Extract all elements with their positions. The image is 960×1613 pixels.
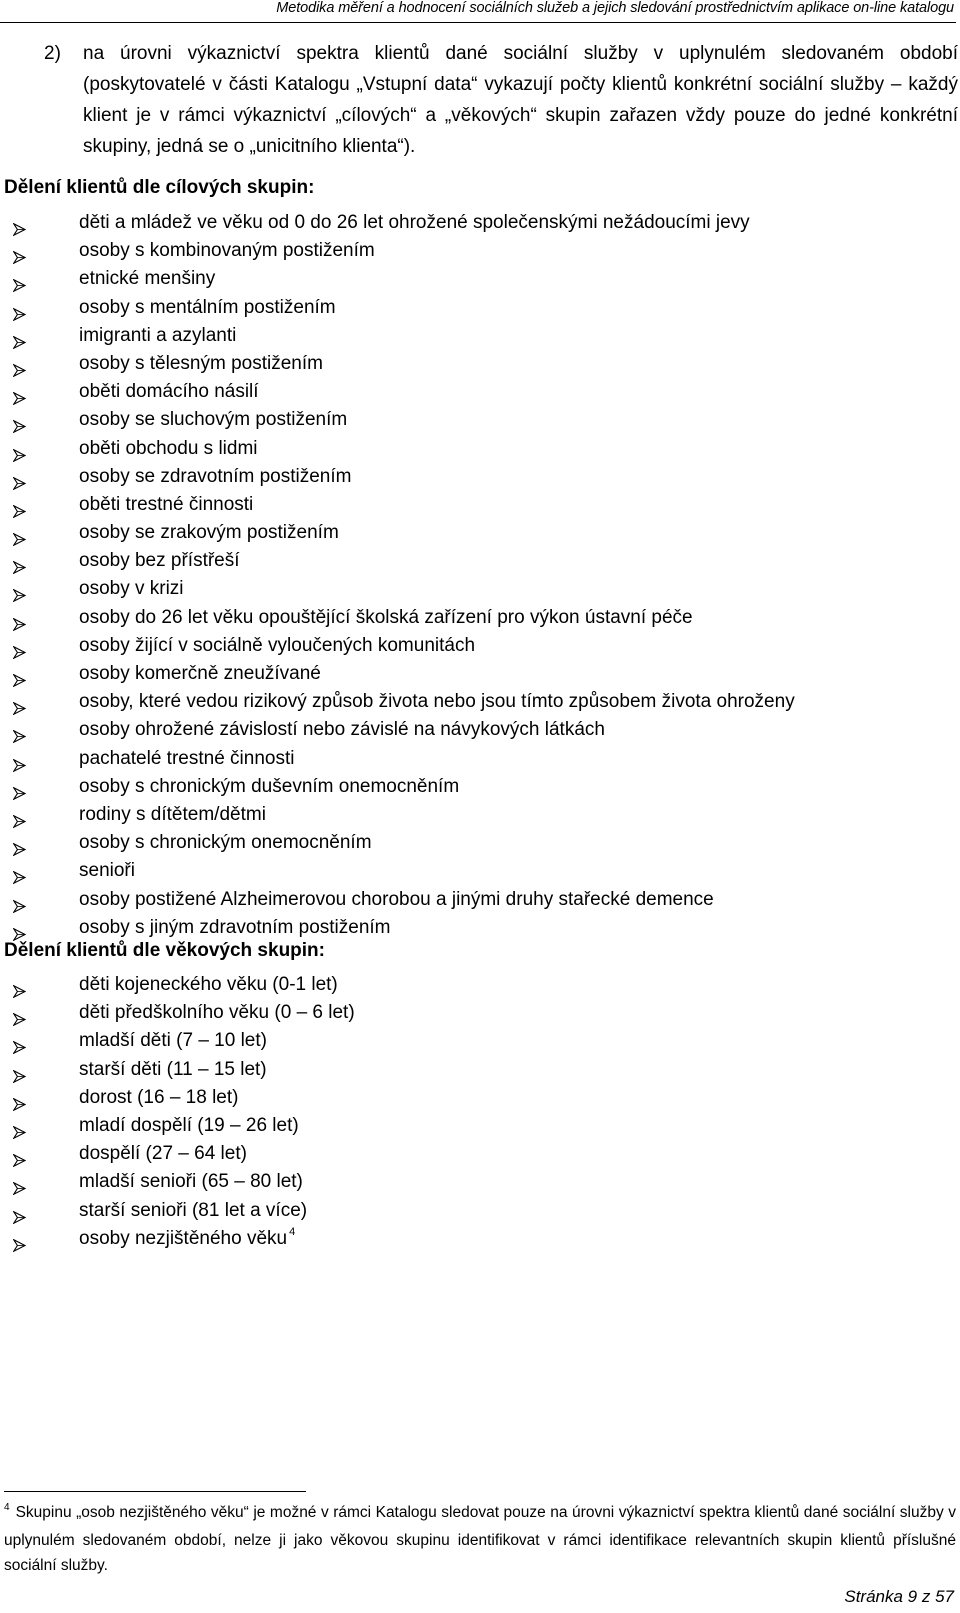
list-item-text [79,745,294,773]
arrow-bullet [13,1176,26,1189]
list-item-text [79,604,693,632]
arrow-bullet [13,217,26,230]
list-item-text [79,491,253,519]
list-item-text [79,435,258,463]
arrow-bullet-icon [13,1154,26,1167]
footnote [4,1500,956,1579]
arrow-bullet-icon [13,646,26,659]
list-item-text [79,999,355,1027]
arrow-bullet [13,1205,26,1218]
numbered-item [44,38,958,162]
list-item-label: osoby bez přístřeší [79,550,240,572]
arrow-bullet-icon [13,759,26,772]
arrow-bullet-icon [13,1126,26,1139]
arrow-bullet [13,979,26,992]
arrow-bullet-icon [13,843,26,856]
arrow-bullet [13,471,26,484]
arrow-bullet-icon [13,364,26,377]
list-item-label: děti a mládež ve věku od 0 do 26 let ohrožené společenskými nežádoucími jevy [79,212,750,233]
list-item-label: osoby postižené Alzheimerovou chorobou a jinými druhy stařecké demence [79,888,714,910]
list-item-text [79,914,391,942]
arrow-bullet [13,499,26,512]
list-item-text [79,1027,267,1055]
list-item-label: rodiny s dítětem/dětmi [79,803,266,825]
list-item-label: pachatelé trestné činnosti [79,747,295,769]
list-item-text [79,209,750,237]
arrow-bullet [13,696,26,709]
list-item-text [79,1056,267,1084]
list-item-label: osoby s tělesným postižením [79,352,323,374]
list-item-label: osoby se sluchovým postižením [79,409,348,431]
list-item-label: imigranti a azylanti [79,324,237,346]
list-item-label: mladší senioři (65 – 80 let) [79,1171,303,1193]
arrow-bullet-icon [13,420,26,433]
list-item-label: osoby se zrakovým postižením [79,522,339,544]
arrow-bullet-icon [13,505,26,518]
list-item-text [79,1197,307,1225]
arrow-bullet [13,922,26,935]
list-item-text [79,688,795,716]
list-item-label: děti předškolního věku (0 – 6 let) [79,1002,355,1024]
arrow-bullet [13,809,26,822]
arrow-bullet [13,555,26,568]
arrow-bullet [13,1007,26,1020]
arrow-bullet [13,781,26,794]
list-item-label: starší děti (11 – 15 let) [79,1058,267,1080]
page-number: Stránka 9 z 57 [844,1587,954,1606]
list-item-text [79,322,236,350]
list-item-label: etnické menšiny [79,268,216,290]
list-item-text [79,829,372,857]
arrow-bullet [13,612,26,625]
list-item-text [79,716,605,744]
list-item-text [79,632,475,660]
list-item-label: osoby nezjištěného věku [79,1227,288,1249]
list-item-label: mladí dospělí (19 – 26 let) [79,1114,299,1136]
arrow-bullet-icon [13,928,26,941]
arrow-bullet [13,1148,26,1161]
arrow-bullet-icon [13,815,26,828]
arrow-bullet [13,358,26,371]
list-item-text [79,378,259,406]
list-item-text [79,857,135,885]
arrow-bullet [13,273,26,286]
list-item-label: osoby ohrožené závislostí nebo závislé na návykových látkách [79,719,605,741]
list-item-text [79,463,351,491]
arrow-bullet-icon [13,1013,26,1026]
arrow-bullet-icon [13,787,26,800]
list-item-text [79,1084,238,1112]
arrow-bullet-icon [13,618,26,631]
arrow-bullet [13,1064,26,1077]
arrow-bullet-icon [13,1070,26,1083]
list-item-text [79,406,347,434]
list-item-label: starší senioři (81 let a více) [79,1199,308,1221]
list-item-text [79,575,184,603]
arrow-bullet [13,1120,26,1133]
footnote-rule [4,1491,306,1492]
list-item-label: osoby v krizi [79,578,184,600]
list-item-label: mladší děti (7 – 10 let) [79,1030,267,1052]
arrow-bullet-icon [13,533,26,546]
arrow-bullet [13,386,26,399]
arrow-bullet [13,302,26,315]
arrow-bullet [13,865,26,878]
arrow-bullet [13,1092,26,1105]
arrow-bullet-icon [13,985,26,998]
list-item-label: oběti trestné činnosti [79,493,254,515]
list-item-text [79,1112,299,1140]
header-rule [0,22,956,23]
list-item-label: osoby, které vedou rizikový způsob života nebo jsou tímto způsobem života ohroženy [79,691,795,713]
arrow-bullet-icon [13,1211,26,1224]
arrow-bullet-icon [13,308,26,321]
list-item-label: osoby s mentálním postižením [79,296,336,318]
list-item-label: oběti domácího násilí [79,381,259,403]
arrow-bullet-icon [13,1041,26,1054]
arrow-bullet-icon [13,561,26,574]
arrow-bullet [13,1233,26,1246]
list-item-text [79,1140,247,1168]
arrow-bullet [13,640,26,653]
list-item-label: oběti obchodu s lidmi [79,437,258,459]
arrow-bullet-icon [13,449,26,462]
arrow-bullet [13,414,26,427]
age-groups-heading: Dělení klientů dle věkových skupin: [4,940,325,961]
list-item-text [79,294,336,322]
arrow-bullet-icon [13,392,26,405]
arrow-bullet-icon [13,1182,26,1195]
footnote-ref: 4 [289,1225,296,1238]
list-item-text [79,773,459,801]
list-item-text [79,519,339,547]
arrow-bullet-icon [13,702,26,715]
list-item-text [79,660,321,688]
arrow-bullet [13,837,26,850]
arrow-bullet [13,894,26,907]
list-item-label: osoby se zdravotním postižením [79,465,352,487]
list-item-text [79,886,714,914]
list-item-label: osoby komerčně zneužívané [79,663,321,684]
list-item-label: osoby s jiným zdravotním postižením [79,916,391,938]
list-item-label: osoby do 26 let věku opouštějící školská zařízení pro výkon ústavní péče [79,606,693,628]
list-item-label: osoby s kombinovaným postižením [79,240,375,262]
list-item-text [79,547,240,575]
arrow-bullet [13,668,26,681]
arrow-bullet-icon [13,589,26,602]
list-item-label: dospělí (27 – 64 let) [79,1143,247,1165]
arrow-bullet [13,753,26,766]
list-item-label: dorost (16 – 18 let) [79,1086,239,1108]
list-item-text [79,237,375,265]
arrow-bullet-icon [13,674,26,687]
list-item-text [79,1225,295,1255]
arrow-bullet [13,245,26,258]
arrow-bullet [13,1035,26,1048]
arrow-bullet [13,527,26,540]
item-paragraph: na úrovni výkaznictví spektra klientů dané sociální služby v uplynulém sledovaném období (poskytovatelé v části Katalogu „Vstupní data“ vykazují počty klientů konkrétní sociální služby – každý klient je v rámci výkaznictví „cílových“ a „věkových“ skupin zařazen vždy pouze do jedné konkrétní skupiny, jedná se o „unicitního klienta“). [83,43,958,157]
list-item-label: děti kojeneckého věku (0-1 let) [79,974,338,995]
item-number: 2) [44,43,61,64]
arrow-bullet [13,330,26,343]
arrow-bullet-icon [13,871,26,884]
arrow-bullet-icon [13,900,26,913]
arrow-bullet-icon [13,279,26,292]
arrow-bullet [13,583,26,596]
list-item-text [79,1168,303,1196]
arrow-bullet [13,724,26,737]
arrow-bullet-icon [13,1098,26,1111]
arrow-bullet-icon [13,1239,26,1252]
list-item-text [79,350,323,378]
arrow-bullet [13,443,26,456]
target-groups-heading: Dělení klientů dle cílových skupin: [4,177,315,198]
list-item-text [79,801,266,829]
list-item-label: osoby s chronickým onemocněním [79,832,372,854]
footnote-text: Skupinu „osob nezjištěného věku“ je možné v rámci Katalogu sledovat pouze na úrovni výkaznictví spektra klientů dané sociální služby v uplynulém sledovaném období, nelze ji jako věkovou skupinu identifikovat v rámci identifikace relevantních skupin klientů příslušné sociální služby. [4,1504,956,1574]
footnote-marker: 4 [4,1502,10,1513]
list-item-label: senioři [79,860,135,882]
arrow-bullet-icon [13,223,26,236]
arrow-bullet-icon [13,730,26,743]
arrow-bullet-icon [13,477,26,490]
arrow-bullet-icon [13,251,26,264]
list-item-label: osoby žijící v sociálně vyloučených komunitách [79,634,476,656]
list-item-text [79,971,338,999]
page-header: Metodika měření a hodnocení sociálních služeb a jejich sledování prostřednictvím aplikace on-line katalogu [276,0,954,16]
list-item-text [79,265,215,293]
list-item-label: osoby s chronickým duševním onemocněním [79,775,460,797]
arrow-bullet-icon [13,336,26,349]
